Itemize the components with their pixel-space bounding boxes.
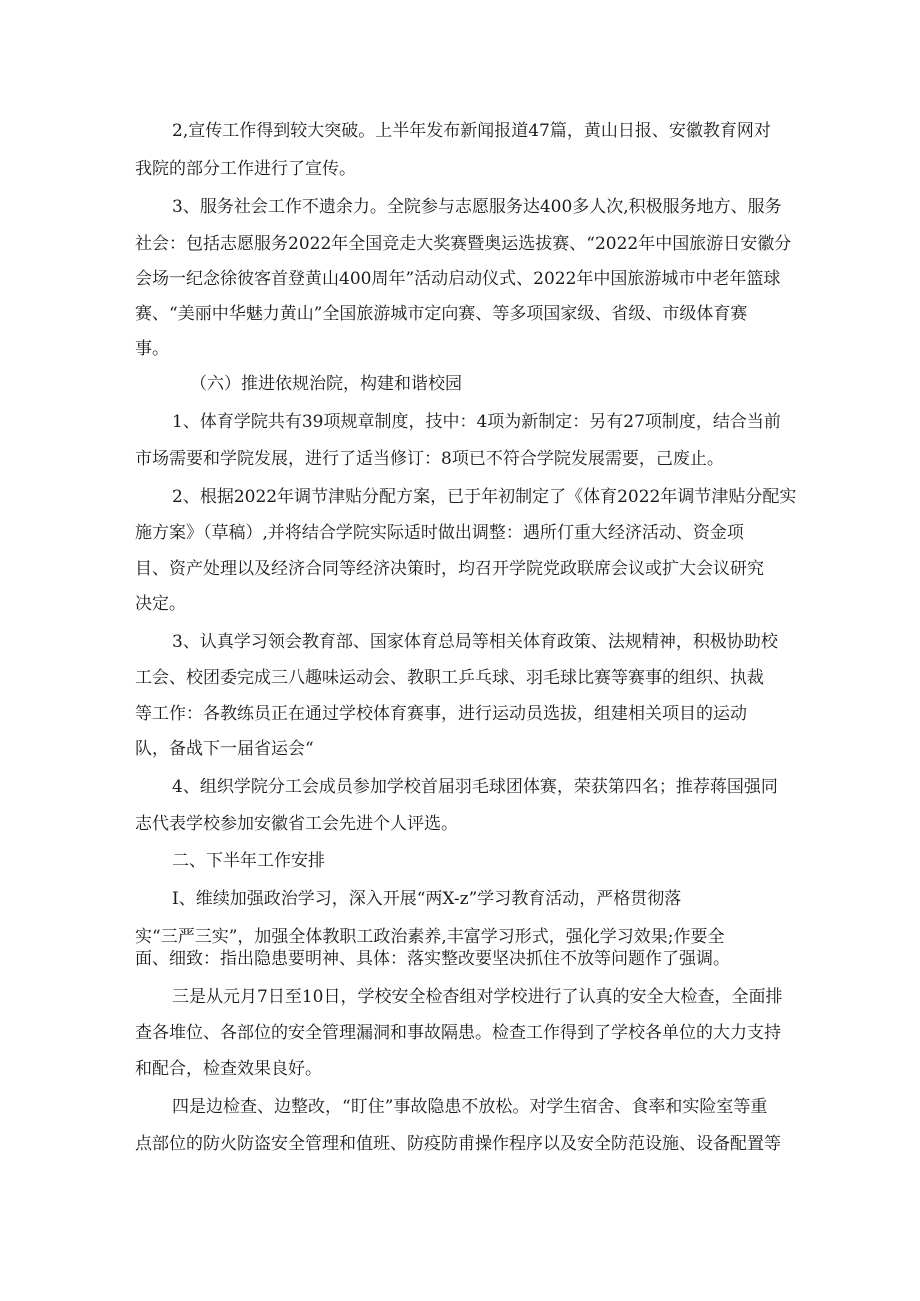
paragraph-line: 2、根据2022年调节津贴分配方案，已于年初制定了《体育2022年调节津贴分配实	[172, 487, 797, 507]
section-heading: （六）推进依规治院，构建和谐校园	[190, 374, 462, 394]
paragraph-line: 3、认真学习领会教育部、国家体育总局等相关体育政策、法规精神，积极协助校	[172, 632, 778, 652]
paragraph-line: 决定。	[135, 594, 186, 614]
paragraph-line: 会场一纪念徐彼客首登黄山400周年”活动启动仪式、2022年中国旅游城市中老年篮球	[135, 269, 781, 289]
paragraph-line: 我院的部分工作进行了宣传。	[135, 159, 356, 179]
paragraph-line: 目、资产处理以及经济合同等经济决策时，均召开学院党政联席会议或扩大会议研究	[135, 559, 764, 579]
paragraph-line: 工会、校团委完成三八趣味运动会、教职工乒乓球、羽毛球比赛等赛事的组织、执裁	[135, 668, 764, 688]
paragraph-line: 查各堆位、各部位的安全管理漏洞和事故隔患。检查工作得到了学校各单位的大力支持	[135, 1023, 781, 1043]
paragraph-line: 施方案》（草稿）,并将结合学院实际适时做出调整：遇所仃重大经济活动、资金项	[135, 523, 744, 543]
paragraph-line: 面、细致：指出隐患要明神、具体：落实整改要坚决抓住不放等问题作了强调。	[135, 949, 730, 969]
section-heading: 二、下半年工作安排	[172, 851, 325, 871]
paragraph-line: 三是从元月7日至10日，学校安全检杳组对学校进行了认真的安全大检查，全面排	[172, 987, 783, 1007]
paragraph-line: 3、服务社会工作不遗余力。全院参与志愿服务达400多人次,积极服务地方、服务	[172, 197, 782, 217]
paragraph-line: I、维续加强政治学习，深入开展“两X-z”学习教育活动，严格贯彻落	[172, 889, 682, 909]
paragraph-line: 点部位的防火防盗安全管理和值班、防疫防甫操作程序以及安全防范设施、设备配置等	[135, 1134, 781, 1154]
paragraph-line: 和配合，检查效果良好。	[135, 1059, 322, 1079]
paragraph-line: 事。	[135, 339, 169, 359]
paragraph-line: 队，备战下一届省运会“	[135, 739, 314, 759]
paragraph-line: 市场需要和学院发展，进行了适当修订：8项已不符合学院发展需要，己废止。	[135, 449, 724, 469]
paragraph-line: 志代表学校参加安徽省工会先进个人评选。	[135, 814, 458, 834]
paragraph-line: 1、体育学院共有39项规章制度，技中：4项为新制定：另有27项制度，结合当前	[172, 412, 781, 432]
paragraph-line: 2,宣传工作得到较大突破。上半年发布新闻报道47篇，黄山日报、安徽教育网对	[172, 121, 771, 141]
paragraph-line: 4、组织学院分工会成员参加学校首届羽毛球团体赛，荣获第四名；推荐蒋国强同	[172, 777, 778, 797]
paragraph-line: 四是边检查、边整改，“盯住”事故隐患不放松。对学生宿舍、食率和实险室等重	[172, 1097, 768, 1117]
paragraph-line: 社会：包括志愿服务2022年全国竞走大奖赛暨奥运选拔赛、“2022年中国旅游日安徽分	[135, 234, 792, 254]
paragraph-line: 等工作：各教练员正在通过学校体育赛事，进行运动员选拔，组建相关项目的运动	[135, 704, 747, 724]
paragraph-line: 赛、“美丽中华魅力黄山”全国旅游城市定向赛、等多项国家级、省级、市级体育赛	[135, 304, 748, 324]
paragraph-line: 实“三严三实”，加强全体教职工政治素养,丰富学习形式，强化学习效果;作要全	[135, 927, 725, 947]
